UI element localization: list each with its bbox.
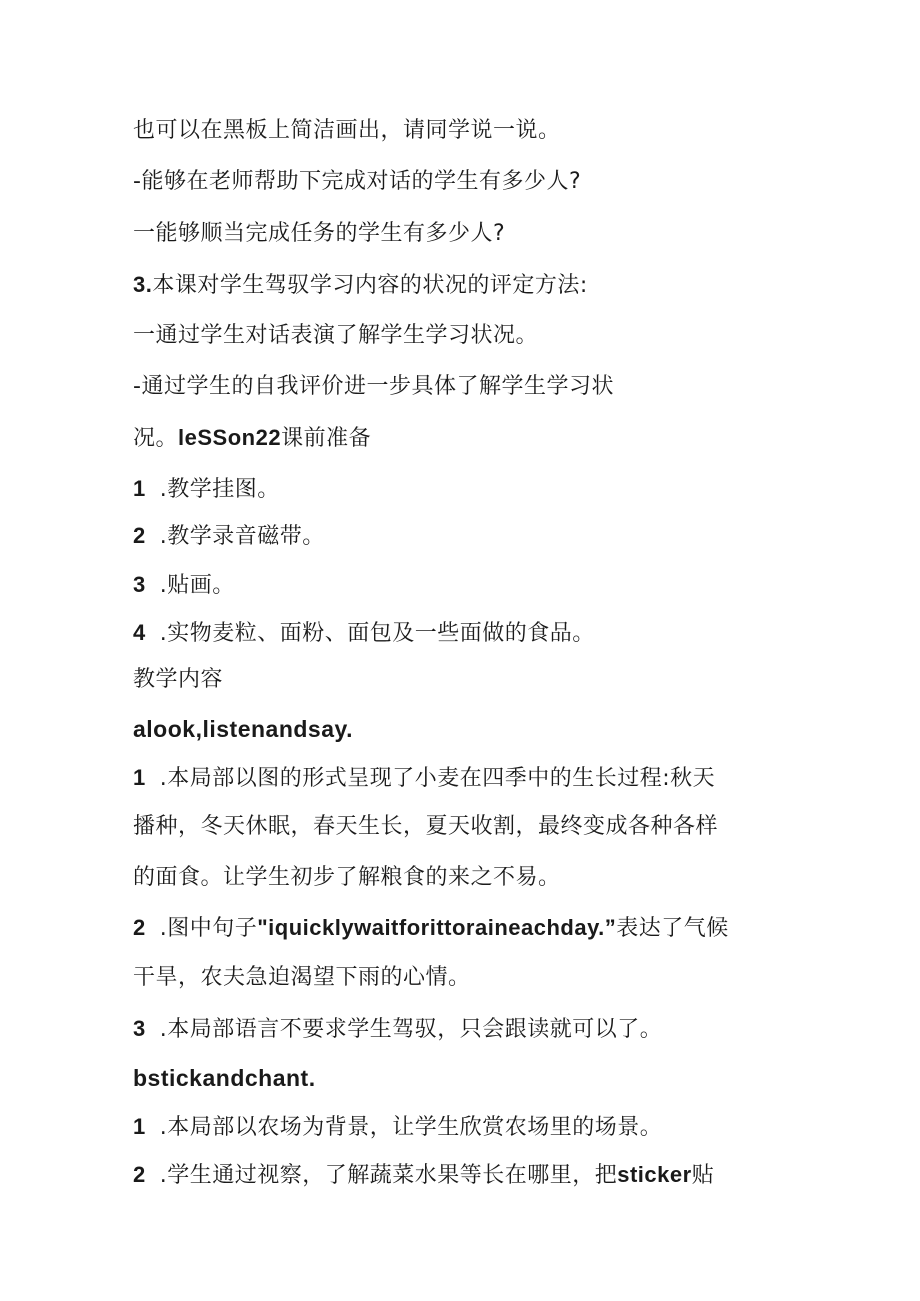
quoted-sentence: "iquicklywaitforittoraineachday.”: [257, 915, 617, 940]
text-line: [133, 270, 588, 301]
text-line: [133, 863, 561, 893]
text: 况。: [133, 426, 179, 451]
text: .教学挂图。: [159, 477, 280, 502]
section-heading: [133, 714, 353, 744]
text-line: [133, 219, 505, 249]
item-number: 3.: [133, 272, 153, 297]
text: 课前准备: [281, 426, 372, 451]
list-item: [133, 1014, 662, 1045]
text: 贴: [691, 1163, 715, 1188]
list-item: [133, 763, 715, 794]
item-number: 2: [133, 915, 146, 940]
item-number: 1: [133, 476, 146, 501]
text-line: [133, 167, 581, 197]
text-line: [133, 116, 561, 146]
text-line: [133, 423, 371, 454]
section-heading: [133, 1063, 316, 1093]
text: 播种，冬天休眠，春天生长，夏天收割，最终变成各种各样: [133, 814, 719, 839]
text-line: [133, 963, 471, 993]
text: alook,listenandsay.: [133, 716, 353, 742]
lesson-label: leSSon22: [178, 425, 282, 450]
list-item: [133, 1112, 662, 1143]
list-item: [133, 570, 235, 601]
text: .本局部以农场为背景，让学生欣赏农场里的场景。: [159, 1115, 663, 1140]
text: .图中句子: [159, 916, 258, 941]
text: 的面食。让学生初步了解粮食的来之不易。: [133, 865, 561, 890]
text-line: [133, 372, 614, 402]
text: bstickandchant.: [133, 1065, 316, 1091]
item-number: 2: [133, 523, 146, 548]
text: 表达了气候: [616, 916, 729, 941]
text: 本课对学生驾驭学习内容的状况的评定方法:: [152, 273, 588, 298]
item-number: 3: [133, 1016, 146, 1041]
text: 干旱，农夫急迫渴望下雨的心情。: [133, 965, 471, 990]
item-number: 3: [133, 572, 146, 597]
list-item: [133, 618, 595, 649]
list-item: [133, 1160, 714, 1191]
section-title: [133, 665, 223, 695]
text: .本局部以图的形式呈现了小麦在四季中的生长过程:秋天: [159, 766, 716, 791]
list-item: [133, 913, 729, 944]
text: .教学录音磁带。: [159, 524, 325, 549]
item-number: 2: [133, 1162, 146, 1187]
text: 一通过学生对话表演了解学生学习状况。: [133, 323, 539, 348]
text: -能够在老师帮助下完成对话的学生有多少人?: [133, 169, 582, 194]
text-line: [133, 812, 718, 842]
keyword: sticker: [617, 1162, 692, 1187]
text: 一能够顺当完成任务的学生有多少人?: [133, 221, 506, 246]
list-item: [133, 521, 325, 552]
item-number: 4: [133, 620, 146, 645]
text: .本局部语言不要求学生驾驭，只会跟读就可以了。: [159, 1017, 663, 1042]
item-number: 1: [133, 765, 146, 790]
item-number: 1: [133, 1114, 146, 1139]
text-line: [133, 321, 538, 351]
text: 也可以在黑板上简洁画出，请同学说一说。: [133, 118, 561, 143]
text: .学生通过视察，了解蔬菜水果等长在哪里，把: [159, 1163, 618, 1188]
text: .贴画。: [159, 573, 235, 598]
text: .实物麦粒、面粉、面包及一些面做的食品。: [159, 621, 595, 646]
text: 教学内容: [133, 667, 224, 692]
text: -通过学生的自我评价进一步具体了解学生学习状: [133, 374, 614, 399]
list-item: [133, 474, 280, 505]
